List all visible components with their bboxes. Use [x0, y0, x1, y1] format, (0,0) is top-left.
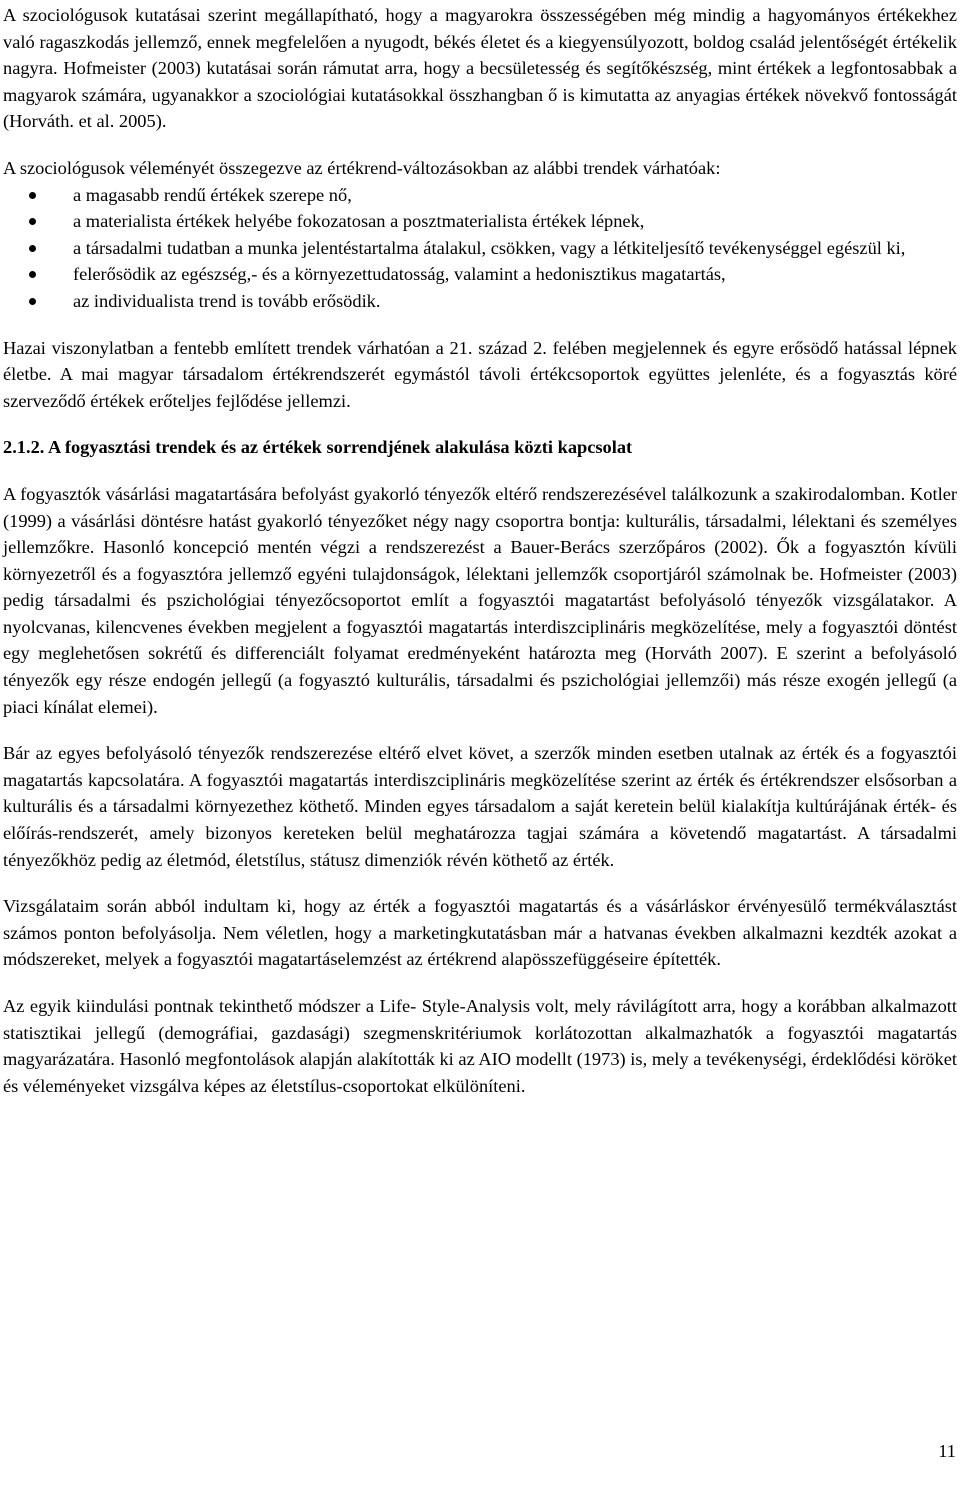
paragraph-value-relation: Bár az egyes befolyásoló tényezők rendszerezése eltérő elvet követ, a szerzők minden esetben utalnak az érték és a fogyasztói magatartás kapcsolatára. A fogyasztói magatartás interdiszciplináris megközelítése szerint az érték és értékrendszer elsősorban a kulturális és a társadalmi környezethez köthető. Minden egyes társadalom a saját keretein belül kialakítja kultúrájának érték- és előírás-rendszerét, amely bizonyos kereteken belül meghatározza tagjai számára a követendő magatartást. A társadalmi tényezőkhöz pedig az életmód, életstílus, státusz dimenziók révén köthető az érték. [3, 743, 957, 870]
bullet-icon [29, 218, 36, 225]
list-item: a materialista értékek helyébe fokozatosan a posztmaterialista értékek lépnek, [73, 208, 957, 235]
list-item: a magasabb rendű értékek szerepe nő, [73, 182, 957, 209]
paragraph-consumer-factors: A fogyasztók vásárlási magatartására befolyást gyakorló tényezők eltérő rendszerezésével találkozunk a szakirodalomban. Kotler (1999) a vásárlási döntésre hatást gyakorló tényezőket négy nagy csoportra bontja: kulturális, társadalmi, lélektani és személyes jellemzőkre. Hasonló koncepció mentén végzi a rendszerezést a Bauer-Berács szerzőpáros (2002). Ők a fogyasztón kívüli környezetről és a fogyasztóra jellemző egyéni tulajdonságok, lélektani jellemzők csoportjáról számolnak be. Hofmeister (2003) pedig társadalmi és pszichológiai tényezőcsoportot említ a fogyasztói magatartást befolyásoló tényezők vizsgálatakor. A nyolcvanas, kilencvenes években megjelent a fogyasztói magatartás interdiszciplináris megközelítése, mely a fogyasztói döntést egy meglehetősen sokrétű és differenciált folyamat eredményeként határozta meg (Horváth 2007). E szerint a befolyásoló tényezők egy része endogén jellegű (a fogyasztó kulturális, társadalmi és pszichológiai jellemzői) más része exogén jellegű (a piaci kínálat elemei). [3, 483, 957, 717]
list-item: a társadalmi tudatban a munka jelentéstartalma átalakul, csökken, vagy a létkiteljesítő tevékenységgel egészül ki, [73, 235, 957, 262]
section-heading: 2.1.2. A fogyasztási trendek és az értékek sorrendjének alakulása közti kapcsolat [3, 437, 633, 458]
bullet-icon [29, 271, 36, 278]
page-number: 11 [938, 1441, 956, 1461]
trend-list [3, 182, 957, 315]
bullet-icon [29, 298, 36, 305]
list-item: az individualista trend is tovább erősödik. [73, 288, 957, 315]
bullet-icon [29, 245, 36, 252]
paragraph-trends-intro: A szociológusok véleményét összegezve az értékrend-változásokban az alábbi trendek várhatóak: [3, 157, 721, 178]
paragraph-domestic-trends: Hazai viszonylatban a fentebb említett trendek várhatóan a 21. század 2. felében megjelennek és egyre erősödő hatással lépnek életbe. A mai magyar társadalom értékrendszerét egymástól távoli értékcsoportok együttes jelenléte, és a fogyasztás köré szerveződő értékek erőteljes fejlődése jellemzi. [3, 337, 957, 411]
paragraph-lifestyle-analysis: Az egyik kiindulási pontnak tekinthető módszer a Life- Style-Analysis volt, mely rávilágított arra, hogy a korábban alkalmazott statisztikai jellegű (demográfiai, gazdasági) szegmenskritériumok korlátozottan alkalmazhatók a fogyasztói magatartás magyarázatára. Hasonló megfontolások alapján alakították ki az AIO modellt (1973) is, mely a tevékenységi, érdeklődési köröket és véleményeket vizsgálva képes az életstílus-csoportokat elkülöníteni. [3, 996, 957, 1096]
bullet-icon [29, 192, 36, 199]
list-item: felerősödik az egészség,- és a környezettudatosság, valamint a hedonisztikus magatartás, [73, 261, 957, 288]
paragraph-research-basis: Vizsgálataim során abból indultam ki, hogy az érték a fogyasztói magatartás és a vásárláskor érvényesülő termékválasztást számos ponton befolyásolja. Nem véletlen, hogy a marketingkutatásban már a hatvanas években alkalmazni kezdték azokat a módszereket, melyek a fogyasztói magatartáselemzést az értékrend alapösszefüggéseire építették. [3, 896, 957, 970]
paragraph-intro: A szociológusok kutatásai szerint megállapítható, hogy a magyarokra összességében még mindig a hagyományos értékekhez való ragaszkodás jellemző, ennek megfelelően a nyugodt, békés életet és a kiegyensúlyozott, boldog család jelentőségét értékelik nagyra. Hofmeister (2003) kutatásai során rámutat arra, hogy a becsületesség és segítőkészség, mint értékek a legfontosabbak a magyarok számára, ugyanakkor a szociológiai kutatásokkal összhangban ő is kimutatta az anyagias értékek növekvő fontosságát (Horváth. et al. 2005). [3, 5, 957, 132]
